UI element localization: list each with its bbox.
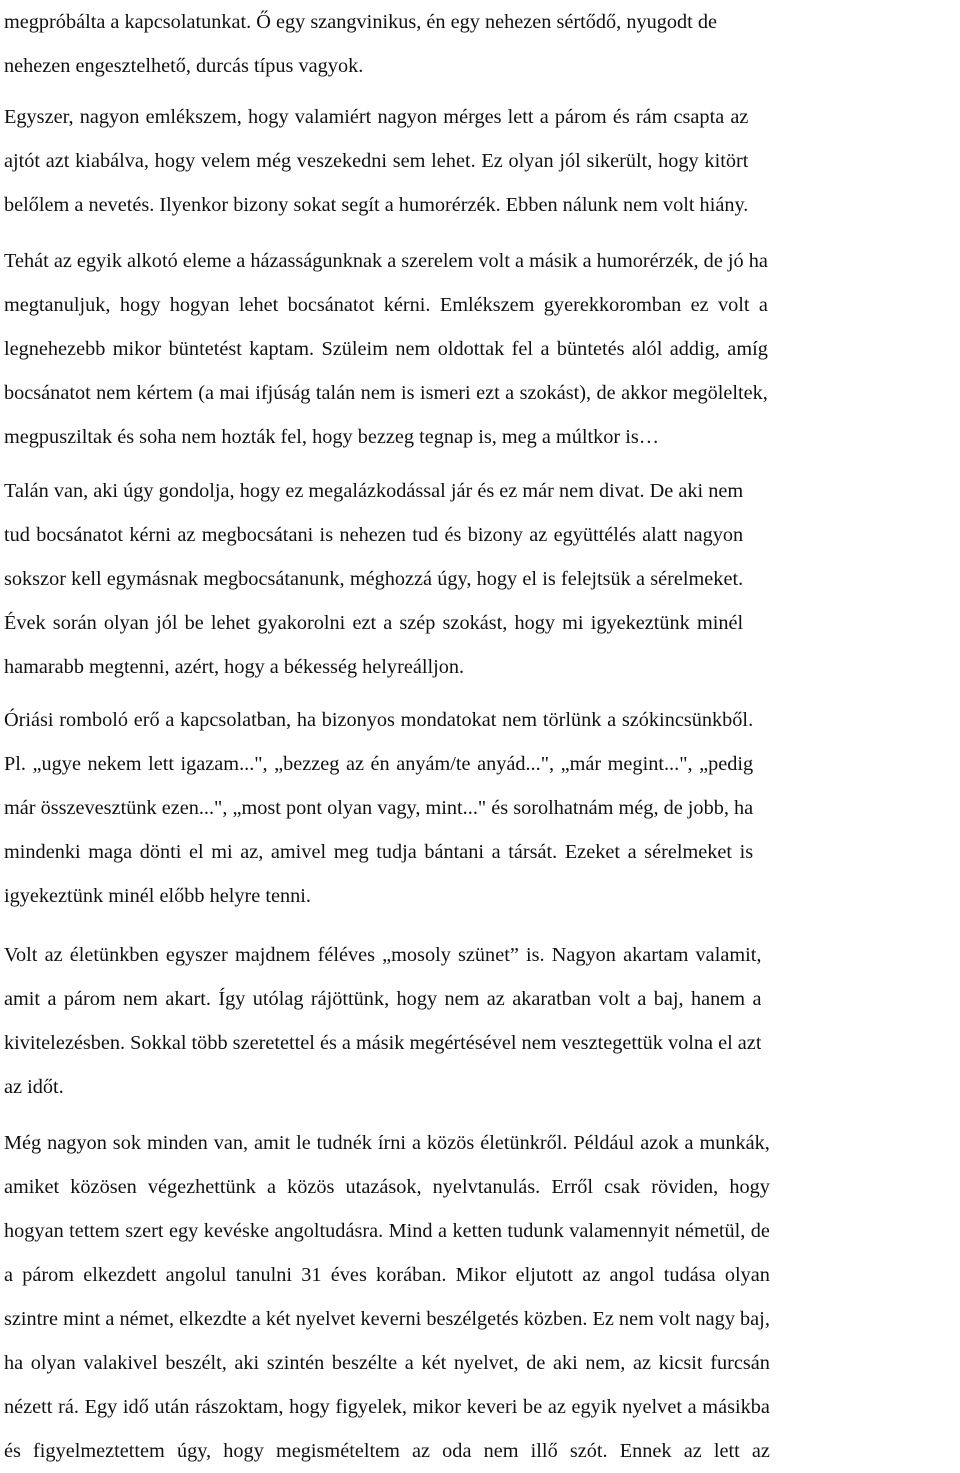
text-line: megpusziltak és soha nem hozták fel, hogy bezzeg tegnap is, meg a múltkor is… xyxy=(4,426,660,448)
text-line: ajtót azt kiabálva, hogy velem még veszekedni sem lehet. Ez olyan jól sikerült, hogy kitört xyxy=(4,150,749,172)
text-line: amit a párom nem akart. Így utólag rájöttünk, hogy nem az akaratban volt a baj, hanem a xyxy=(4,988,762,1010)
text-line: hogyan tettem szert egy kevéske angoltudásra. Mind a ketten tudunk valamennyit németül, de xyxy=(4,1220,770,1242)
paragraph-5 xyxy=(4,698,753,918)
text-line: a párom elkezdett angolul tanulni 31 éves korában. Mikor eljutott az angol tudása olyan xyxy=(4,1264,770,1286)
paragraph-6 xyxy=(4,933,761,1109)
text-line: legnehezebb mikor büntetést kaptam. Szüleim nem oldottak fel a büntetés alól addig, amíg xyxy=(4,338,768,360)
text-line: Még nagyon sok minden van, amit le tudnék írni a közös életünkről. Például azok a munkák, xyxy=(4,1132,770,1154)
paragraph-7 xyxy=(4,1121,770,1473)
text-line: az időt. xyxy=(4,1076,64,1098)
text-line: nehezen engesztelhető, durcás típus vagyok. xyxy=(4,55,364,77)
text-line: tud bocsánatot kérni az megbocsátani is nehezen tud és bizony az együttélés alatt nagyon xyxy=(4,524,744,546)
text-line: megtanuljuk, hogy hogyan lehet bocsánatot kérni. Emlékszem gyerekkoromban ez volt a xyxy=(4,294,768,316)
text-line: már összevesztünk ezen...", „most pont olyan vagy, mint..." és sorolhatnám még, de jobb, ha xyxy=(4,797,754,819)
paragraph-2 xyxy=(4,95,748,227)
text-line: kivitelezésben. Sokkal több szeretettel és a másik megértésével nem vesztegettük volna el azt xyxy=(4,1032,762,1054)
text-line: Évek során olyan jól be lehet gyakorolni ezt a szép szokást, hogy mi igyekeztünk minél xyxy=(4,612,744,634)
text-line: és figyelmeztettem úgy, hogy megismételtem az oda nem illő szót. Ennek az lett az xyxy=(4,1440,770,1462)
text-line: mindenki maga dönti el mi az, amivel meg tudja bántani a társát. Ezeket a sérelmeket is xyxy=(4,841,754,863)
text-line: megpróbálta a kapcsolatunkat. Ő egy szangvinikus, én egy nehezen sértődő, nyugodt de xyxy=(4,11,718,33)
text-line: Volt az életünkben egyszer majdnem féléves „mosoly szünet” is. Nagyon akartam valamit, xyxy=(4,944,762,966)
text-line: amiket közösen végezhettünk a közös utazások, nyelvtanulás. Erről csak röviden, hogy xyxy=(4,1176,770,1198)
text-line: Tehát az egyik alkotó eleme a házasságunknak a szerelem volt a másik a humorérzék, de jó ha xyxy=(4,250,768,272)
text-line: igyekeztünk minél előbb helyre tenni. xyxy=(4,885,311,907)
paragraph-1 xyxy=(4,0,717,88)
text-line: Egyszer, nagyon emlékszem, hogy valamiért nagyon mérges lett a párom és rám csapta az xyxy=(4,106,749,128)
text-line: Pl. „ugye nekem lett igazam...", „bezzeg az én anyám/te anyád...", „már megint...", „pedig xyxy=(4,753,754,775)
text-line: nézett rá. Egy idő után rászoktam, hogy figyelek, mikor keveri be az egyik nyelvet a másikba xyxy=(4,1396,770,1418)
paragraph-3 xyxy=(4,239,768,459)
text-line: hamarabb megtenni, azért, hogy a békesség helyreálljon. xyxy=(4,656,465,678)
text-line: belőlem a nevetés. Ilyenkor bizony sokat segít a humorérzék. Ebben nálunk nem volt hiány. xyxy=(4,194,749,216)
text-line: bocsánatot nem kértem (a mai ifjúság talán nem is ismeri ezt a szokást), de akkor megöleltek, xyxy=(4,382,768,404)
paragraph-4 xyxy=(4,469,743,689)
text-line: sokszor kell egymásnak megbocsátanunk, méghozzá úgy, hogy el is felejtsük a sérelmeket. xyxy=(4,568,744,590)
text-line: Óriási romboló erő a kapcsolatban, ha bizonyos mondatokat nem törlünk a szókincsünkből. xyxy=(4,709,754,731)
text-line: ha olyan valakivel beszélt, aki szintén beszélte a két nyelvet, de aki nem, az kicsit furcsán xyxy=(4,1352,770,1374)
text-line: Talán van, aki úgy gondolja, hogy ez megalázkodással jár és ez már nem divat. De aki nem xyxy=(4,480,744,502)
text-line: szintre mint a német, elkezdte a két nyelvet keverni beszélgetés közben. Ez nem volt nagy baj, xyxy=(4,1308,770,1330)
